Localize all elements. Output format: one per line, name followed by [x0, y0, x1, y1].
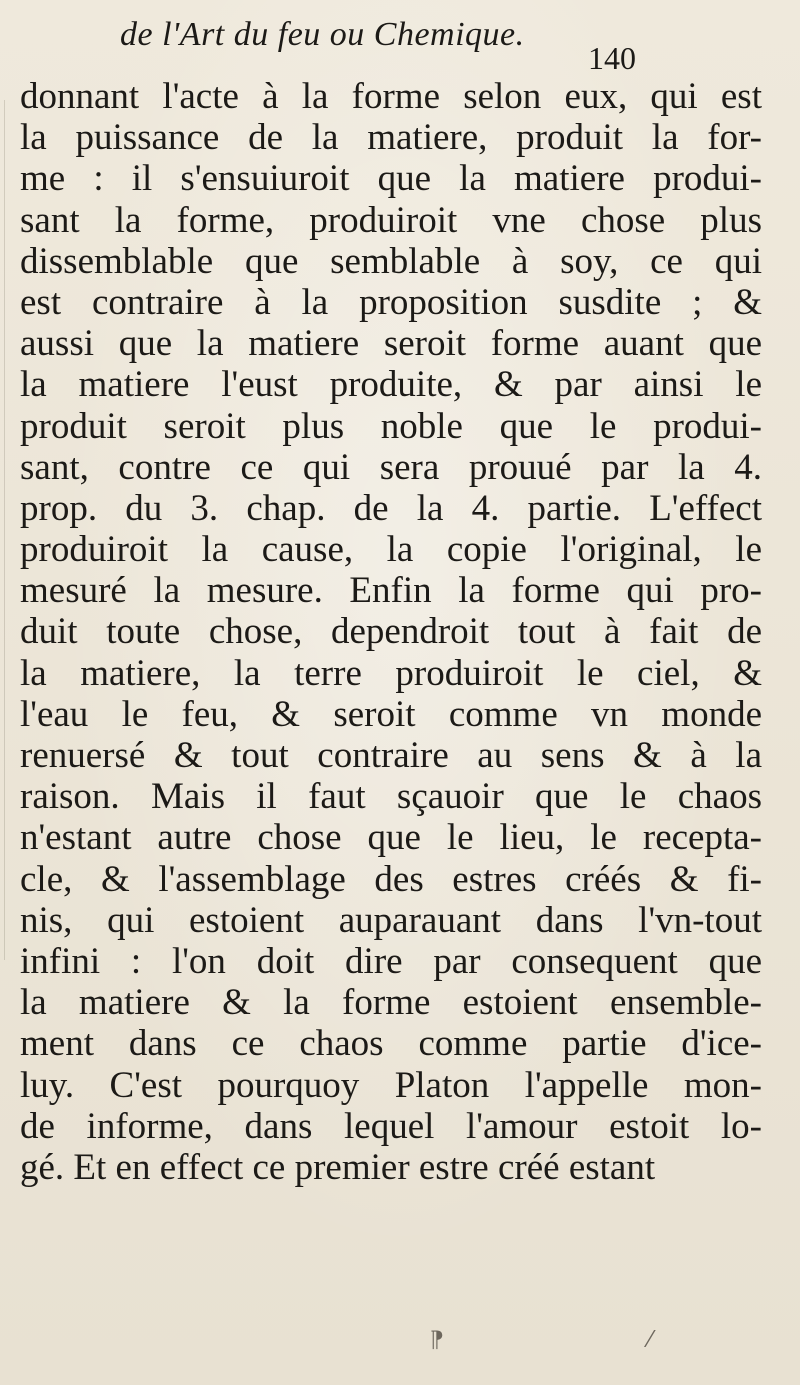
ink-bleed-mark: ⁄	[648, 1328, 652, 1353]
text-line: luy. C'est pourquoy Platon l'appelle mon-	[20, 1064, 762, 1106]
text-line: duit toute chose, dependroit tout à fait de	[20, 611, 762, 653]
text-line: infini : l'on doit dire par consequent que	[20, 940, 762, 982]
page-number: 140	[588, 40, 636, 76]
text-line: ment dans ce chaos comme partie d'ice-	[20, 1023, 762, 1065]
ink-bleed-mark: ⁋	[430, 1328, 444, 1353]
text-line: produiroit la cause, la copie l'original, le	[20, 529, 762, 571]
text-line: l'eau le feu, & seroit comme vn monde	[20, 693, 762, 735]
text-line: la matiere, la terre produiroit le ciel, &	[20, 652, 762, 694]
text-line: raison. Mais il faut sçauoir que le chaos	[20, 776, 762, 818]
text-line: renuersé & tout contraire au sens & à la	[20, 735, 762, 776]
text-line: aussi que la matiere seroit forme auant que	[20, 323, 762, 365]
text-line: prop. du 3. chap. de la 4. partie. L'effect	[20, 487, 762, 529]
text-line: sant, contre ce qui sera prouué par la 4.	[20, 446, 762, 488]
text-line: cle, & l'assemblage des estres créés & fi-	[20, 858, 762, 900]
text-line: donnant l'acte à la forme selon eux, qui est	[20, 76, 762, 117]
text-line: sant la forme, produiroit vne chose plus	[20, 199, 762, 241]
text-line: nis, qui estoient auparauant dans l'vn-tout	[20, 899, 762, 941]
text-line: dissemblable que semblable à soy, ce qui	[20, 240, 762, 282]
inner-margin-shadow	[4, 100, 5, 960]
text-line: la puissance de la matiere, produit la for-	[20, 117, 762, 159]
text-line: gé. Et en effect ce premier estre créé estant	[20, 1146, 656, 1188]
text-line: me : il s'ensuiuroit que la matiere produi-	[20, 158, 762, 200]
running-title: de l'Art du feu ou Chemique.	[120, 16, 525, 53]
running-head	[120, 10, 660, 76]
text-line: n'estant autre chose que le lieu, le recepta-	[20, 817, 762, 859]
body-text	[20, 76, 762, 1188]
text-line: produit seroit plus noble que le produi-	[20, 405, 762, 447]
text-line: la matiere l'eust produite, & par ainsi le	[20, 364, 762, 406]
text-line: mesuré la mesure. Enfin la forme qui pro-	[20, 570, 762, 612]
text-line: la matiere & la forme estoient ensemble-	[20, 982, 762, 1024]
text-line: de informe, dans lequel l'amour estoit lo-	[20, 1105, 762, 1147]
text-line: est contraire à la proposition susdite ; &	[20, 281, 762, 323]
